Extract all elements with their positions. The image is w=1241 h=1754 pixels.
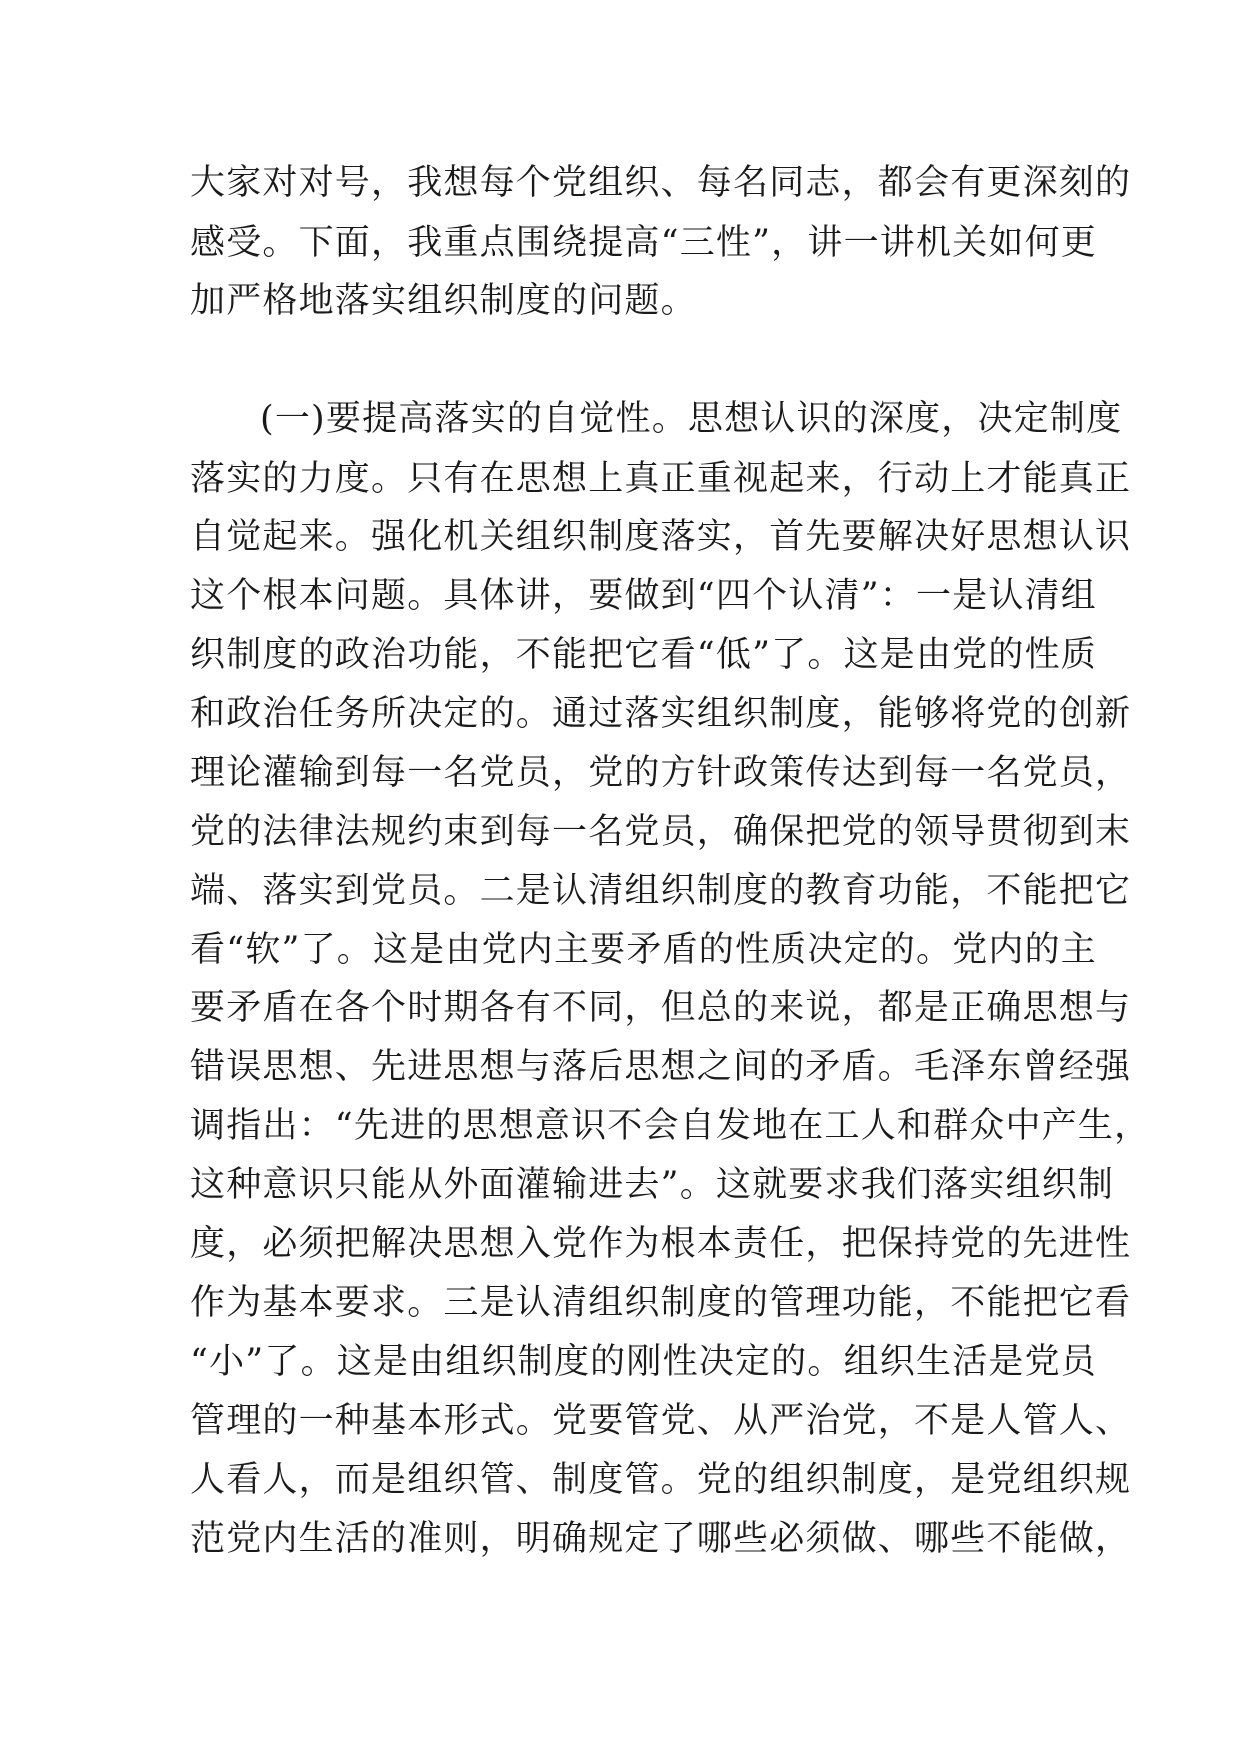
paragraph-2-line-6: 和政治任务所决定的。通过落实组织制度，能够将党的创新	[190, 694, 1132, 734]
paragraph-2-line-10: 看“软”了。这是由党内主要矛盾的性质决定的。党内的主	[190, 930, 1097, 970]
paragraph-2-line-8: 党的法律法规约束到每一名党员，确保把党的领导贯彻到末	[190, 812, 1132, 852]
paragraph-2-line-1: (一)要提高落实的自觉性。思想认识的深度，决定制度	[260, 399, 1123, 439]
paragraph-2-line-4: 这个根本问题。具体讲，要做到“四个认清”：一是认清组	[190, 576, 1097, 616]
paragraph-2-line-16: 作为基本要求。三是认清组织制度的管理功能，不能把它看	[190, 1283, 1132, 1323]
paragraph-1-line-3: 加严格地落实组织制度的问题。	[190, 281, 697, 321]
paragraph-2-line-21	[190, 1568, 1070, 1628]
paragraph-2-line-9: 端、落实到党员。二是认清组织制度的教育功能，不能把它	[190, 871, 1132, 911]
paragraph-2-line-3: 自觉起来。强化机关组织制度落实，首先要解决好思想认识	[190, 517, 1132, 557]
paragraph-2-line-19: 人看人，而是组织管、制度管。党的组织制度，是党组织规	[190, 1460, 1132, 1500]
paragraph-2-line-14: 这种意识只能从外面灌输进去”。这就要求我们落实组织制	[190, 1165, 1115, 1205]
paragraph-2-line-18: 管理的一种基本形式。党要管党、从严治党，不是人管人、	[190, 1401, 1132, 1441]
paragraph-2-line-13: 调指出：“先进的思想意识不会自发地在工人和群众中产生，	[190, 1106, 1151, 1146]
paragraph-2-line-2: 落实的力度。只有在思想上真正重视起来，行动上才能真正	[190, 459, 1132, 499]
paragraph-2-line-7: 理论灌输到每一名党员，党的方针政策传达到每一名党员，	[190, 753, 1132, 793]
paragraph-2-line-11: 要矛盾在各个时期各有不同，但总的来说，都是正确思想与	[190, 988, 1132, 1028]
paragraph-2-line-17: “小”了。这是由组织制度的刚性决定的。组织生活是党员	[190, 1342, 1097, 1382]
paragraph-2-line-5: 织制度的政治功能，不能把它看“低”了。这是由党的性质	[190, 635, 1097, 675]
paragraph-1-line-2: 感受。下面，我重点围绕提高“三性”，讲一讲机关如何更	[190, 223, 1097, 263]
paragraph-1-line-1: 大家对对号，我想每个党组织、每名同志，都会有更深刻的	[190, 163, 1132, 203]
paragraph-2-line-15: 度，必须把解决思想入党作为根本责任，把保持党的先进性	[190, 1224, 1132, 1264]
paragraph-2-line-12: 错误思想、先进思想与落后思想之间的矛盾。毛泽东曾经强	[190, 1047, 1132, 1087]
paragraph-2-line-20: 范党内生活的准则，明确规定了哪些必须做、哪些不能做，	[190, 1519, 1132, 1559]
